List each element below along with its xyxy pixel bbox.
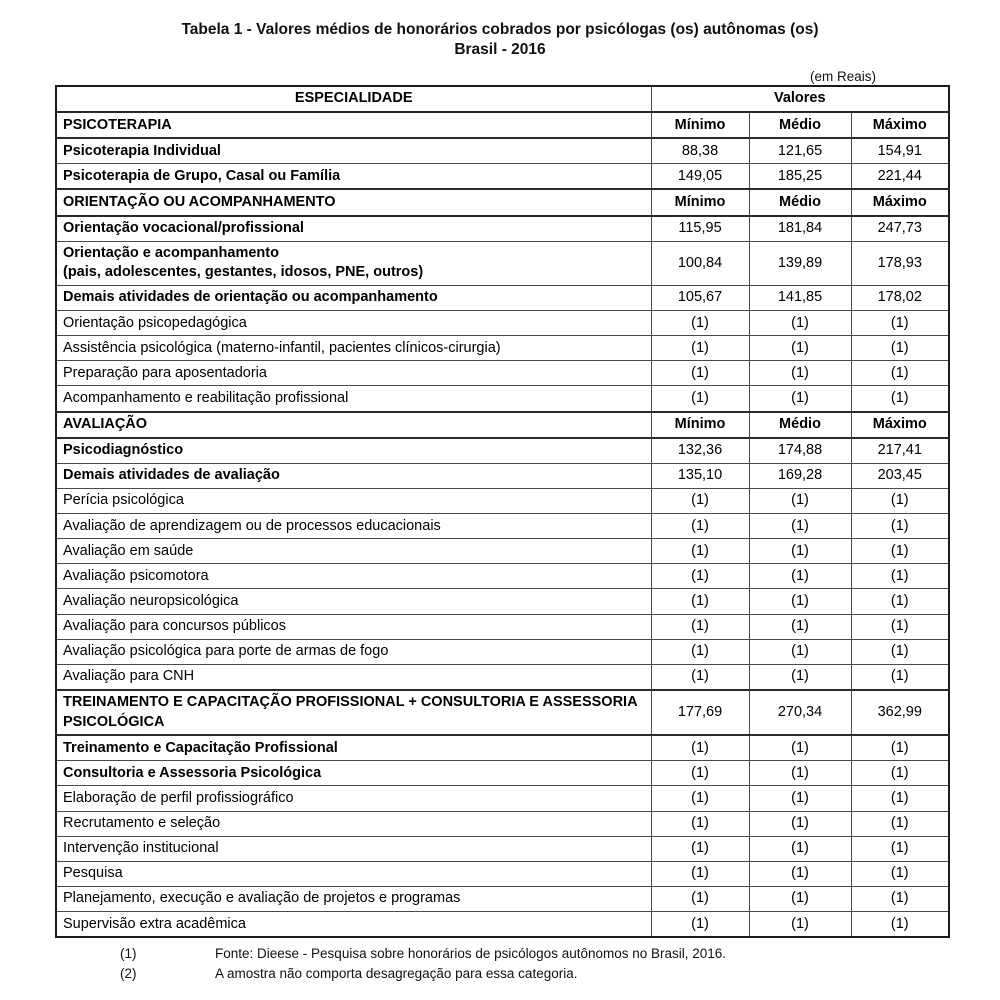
table-row	[56, 836, 949, 861]
value-cell: Máximo	[851, 189, 949, 215]
specialty-cell: Demais atividades de avaliação	[56, 463, 651, 488]
footnote-marker: (2)	[120, 966, 137, 982]
specialty-cell: Orientação vocacional/profissional	[56, 216, 651, 242]
value-cell: (1)	[749, 886, 851, 911]
value-cell: (1)	[851, 886, 949, 911]
value-cell: 203,45	[851, 463, 949, 488]
value-cell: (1)	[651, 488, 749, 513]
specialty-cell: Avaliação para CNH	[56, 664, 651, 690]
value-cell: (1)	[749, 488, 851, 513]
value-cell: Médio	[749, 412, 851, 438]
value-cell: 181,84	[749, 216, 851, 242]
value-cell: (1)	[749, 514, 851, 539]
value-cell: (1)	[851, 786, 949, 811]
value-cell: (1)	[851, 488, 949, 513]
value-cell: (1)	[749, 336, 851, 361]
value-cell: (1)	[851, 861, 949, 886]
value-cell: (1)	[749, 912, 851, 938]
table-row	[56, 285, 949, 310]
value-cell: Máximo	[851, 412, 949, 438]
table-row	[56, 912, 949, 938]
value-cell: (1)	[851, 311, 949, 336]
value-cell: (1)	[851, 664, 949, 690]
section-row	[56, 412, 949, 438]
value-cell: (1)	[651, 735, 749, 761]
value-cell: 139,89	[749, 241, 851, 285]
footnote-text: Fonte: Dieese - Pesquisa sobre honorários de psicólogos autônomos no Brasil, 2016.	[215, 946, 727, 962]
table-row	[56, 164, 949, 190]
honorarios-table	[55, 85, 950, 938]
section-row	[56, 690, 949, 735]
value-cell: (1)	[651, 614, 749, 639]
table-row	[56, 361, 949, 386]
table-body	[56, 112, 949, 937]
table-row	[56, 241, 949, 285]
section-row	[56, 112, 949, 138]
value-cell: 217,41	[851, 438, 949, 464]
table-row	[56, 861, 949, 886]
specialty-cell: ORIENTAÇÃO OU ACOMPANHAMENTO	[56, 189, 651, 215]
value-cell: (1)	[851, 386, 949, 412]
specialty-cell: PSICOTERAPIA	[56, 112, 651, 138]
specialty-cell: Preparação para aposentadoria	[56, 361, 651, 386]
specialty-cell: Elaboração de perfil profissiográfico	[56, 786, 651, 811]
value-cell: (1)	[651, 514, 749, 539]
currency-note: (em Reais)	[809, 68, 876, 84]
footnote-item	[120, 964, 1000, 984]
table-row	[56, 811, 949, 836]
value-cell: (1)	[749, 639, 851, 664]
value-cell: (1)	[651, 786, 749, 811]
table-head	[56, 86, 949, 112]
value-cell: (1)	[651, 639, 749, 664]
value-cell: (1)	[749, 311, 851, 336]
value-cell: (1)	[749, 761, 851, 786]
specialty-cell: Psicodiagnóstico	[56, 438, 651, 464]
specialty-cell: Assistência psicológica (materno-infantil, pacientes clínicos-cirurgia)	[56, 336, 651, 361]
value-cell: 135,10	[651, 463, 749, 488]
value-cell: (1)	[851, 514, 949, 539]
value-cell: 221,44	[851, 164, 949, 190]
value-cell: Médio	[749, 189, 851, 215]
table-row	[56, 336, 949, 361]
table-row	[56, 614, 949, 639]
value-cell: (1)	[651, 386, 749, 412]
value-cell: (1)	[749, 735, 851, 761]
footnote-list	[120, 944, 1000, 985]
value-cell: 141,85	[749, 285, 851, 310]
value-cell: 154,91	[851, 138, 949, 164]
value-cell: (1)	[851, 336, 949, 361]
specialty-cell: Intervenção institucional	[56, 836, 651, 861]
table-row	[56, 761, 949, 786]
value-cell: 185,25	[749, 164, 851, 190]
value-cell: (1)	[651, 336, 749, 361]
value-cell: (1)	[749, 861, 851, 886]
value-cell: (1)	[651, 664, 749, 690]
title-line-2: Brasil - 2016	[454, 41, 546, 59]
value-cell: 105,67	[651, 285, 749, 310]
specialty-cell: Avaliação de aprendizagem ou de processos educacionais	[56, 514, 651, 539]
header-row	[56, 86, 949, 112]
specialty-cell: Avaliação em saúde	[56, 539, 651, 564]
specialty-cell: Orientação e acompanhamento (pais, adolescentes, gestantes, idosos, PNE, outros)	[56, 241, 651, 285]
value-cell: 247,73	[851, 216, 949, 242]
value-cell: (1)	[651, 861, 749, 886]
specialty-cell: Orientação psicopedagógica	[56, 311, 651, 336]
value-cell: Mínimo	[651, 189, 749, 215]
value-cell: (1)	[851, 639, 949, 664]
table-row	[56, 386, 949, 412]
table-title	[0, 20, 1000, 61]
table-row	[56, 786, 949, 811]
value-cell: 88,38	[651, 138, 749, 164]
specialty-cell: Demais atividades de orientação ou acompanhamento	[56, 285, 651, 310]
table-row	[56, 564, 949, 589]
footnote-marker: (1)	[120, 946, 137, 962]
value-cell: (1)	[651, 836, 749, 861]
specialty-cell: Avaliação psicológica para porte de armas de fogo	[56, 639, 651, 664]
value-cell: Mínimo	[651, 112, 749, 138]
value-cell: (1)	[851, 735, 949, 761]
table-row	[56, 138, 949, 164]
value-cell: 178,93	[851, 241, 949, 285]
table-row	[56, 735, 949, 761]
table-row	[56, 311, 949, 336]
specialty-cell: Recrutamento e seleção	[56, 811, 651, 836]
specialty-cell: Avaliação psicomotora	[56, 564, 651, 589]
specialty-cell: TREINAMENTO E CAPACITAÇÃO PROFISSIONAL + CONSULTORIA E ASSESSORIA PSICOLÓGICA	[56, 690, 651, 735]
specialty-cell: Avaliação para concursos públicos	[56, 614, 651, 639]
table-row	[56, 488, 949, 513]
value-cell: 177,69	[651, 690, 749, 735]
value-cell: (1)	[749, 564, 851, 589]
value-cell: (1)	[651, 886, 749, 911]
specialty-cell: Supervisão extra acadêmica	[56, 912, 651, 938]
value-cell: 132,36	[651, 438, 749, 464]
value-cell: (1)	[851, 589, 949, 614]
table-row	[56, 639, 949, 664]
value-cell: (1)	[651, 539, 749, 564]
value-cell: (1)	[851, 614, 949, 639]
title-line-1: Tabela 1 - Valores médios de honorários cobrados por psicólogas (os) autônomas (os)	[181, 21, 819, 38]
specialty-cell: Psicoterapia de Grupo, Casal ou Família	[56, 164, 651, 190]
specialty-cell: Pesquisa	[56, 861, 651, 886]
specialty-cell: Treinamento e Capacitação Profissional	[56, 735, 651, 761]
value-cell: (1)	[651, 361, 749, 386]
value-cell: (1)	[851, 539, 949, 564]
value-cell: (1)	[749, 836, 851, 861]
table-row	[56, 463, 949, 488]
value-cell: Mínimo	[651, 412, 749, 438]
table-row	[56, 664, 949, 690]
value-cell: 121,65	[749, 138, 851, 164]
values-column-header: Valores	[651, 86, 949, 112]
value-cell: Máximo	[851, 112, 949, 138]
value-cell: (1)	[749, 589, 851, 614]
value-cell: (1)	[851, 836, 949, 861]
value-cell: (1)	[651, 761, 749, 786]
value-cell: 270,34	[749, 690, 851, 735]
table-row	[56, 216, 949, 242]
value-cell: (1)	[651, 589, 749, 614]
specialty-cell: Consultoria e Assessoria Psicológica	[56, 761, 651, 786]
specialty-cell: Acompanhamento e reabilitação profissional	[56, 386, 651, 412]
specialty-cell: Planejamento, execução e avaliação de projetos e programas	[56, 886, 651, 911]
table-row	[56, 514, 949, 539]
value-cell: (1)	[749, 539, 851, 564]
value-cell: (1)	[749, 786, 851, 811]
specialty-column-header: ESPECIALIDADE	[56, 86, 651, 112]
specialty-cell: Perícia psicológica	[56, 488, 651, 513]
value-cell: (1)	[651, 564, 749, 589]
value-cell: 115,95	[651, 216, 749, 242]
table-row	[56, 589, 949, 614]
value-cell: (1)	[651, 912, 749, 938]
value-cell: (1)	[851, 361, 949, 386]
value-cell: 174,88	[749, 438, 851, 464]
value-cell: (1)	[851, 564, 949, 589]
value-cell: (1)	[651, 811, 749, 836]
value-cell: 169,28	[749, 463, 851, 488]
value-cell: (1)	[749, 614, 851, 639]
footnote-item	[120, 944, 1000, 964]
table-row	[56, 539, 949, 564]
table-row	[56, 886, 949, 911]
value-cell: (1)	[651, 311, 749, 336]
value-cell: 100,84	[651, 241, 749, 285]
specialty-cell: Avaliação neuropsicológica	[56, 589, 651, 614]
value-cell: (1)	[851, 811, 949, 836]
specialty-cell: Psicoterapia Individual	[56, 138, 651, 164]
value-cell: 178,02	[851, 285, 949, 310]
value-cell: (1)	[851, 761, 949, 786]
specialty-cell-line2: (pais, adolescentes, gestantes, idosos, PNE, outros)	[63, 264, 424, 281]
footnote-text: A amostra não comporta desagregação para essa categoria.	[215, 966, 578, 982]
value-cell: (1)	[749, 811, 851, 836]
value-cell: (1)	[851, 912, 949, 938]
value-cell: (1)	[749, 386, 851, 412]
specialty-cell: AVALIAÇÃO	[56, 412, 651, 438]
value-cell: 149,05	[651, 164, 749, 190]
table-row	[56, 438, 949, 464]
value-cell: (1)	[749, 664, 851, 690]
value-cell: Médio	[749, 112, 851, 138]
section-row	[56, 189, 949, 215]
value-cell: (1)	[749, 361, 851, 386]
value-cell: 362,99	[851, 690, 949, 735]
